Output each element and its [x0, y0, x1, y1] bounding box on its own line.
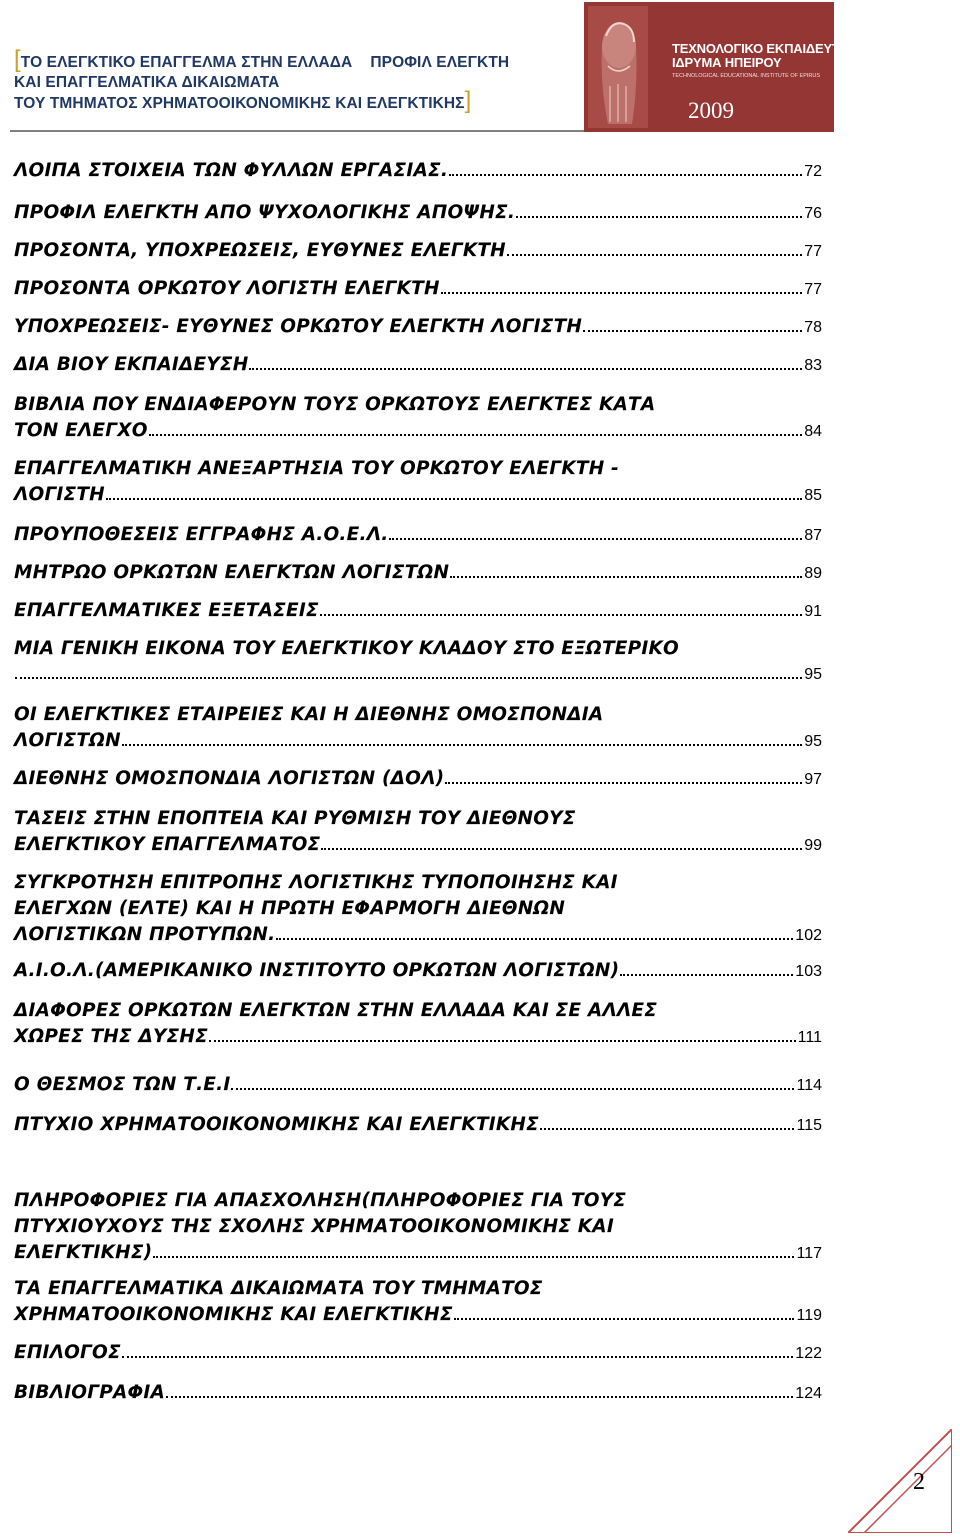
- toc-entry[interactable]: [14, 158, 822, 185]
- toc-leader-dots: [454, 1318, 795, 1320]
- toc-leader-dots: [516, 216, 802, 218]
- logo-title-line-1: ΤΕΧΝΟΛΟΓΙΚΟ ΕΚΠΑΙΔΕΥΤΙΚΟ: [672, 41, 862, 56]
- toc-entry-title: ΥΠΟΧΡΕΩΣΕΙΣ- ΕΥΘΥΝΕΣ ΟΡΚΩΤΟΥ ΕΛΕΓΚΤΗ ΛΟΓΙΣΤΗ: [14, 316, 583, 337]
- page-corner-icon: [848, 1429, 952, 1533]
- toc-page-number: 77: [804, 281, 822, 298]
- toc-entry[interactable]: [14, 870, 822, 949]
- header-line-1: [14, 46, 510, 73]
- toc-page-number: 87: [804, 527, 822, 544]
- toc-page-number: 124: [795, 1385, 822, 1402]
- toc-entry[interactable]: [14, 314, 822, 341]
- toc-leader-dots: [166, 1396, 793, 1398]
- toc-entry-title: Α.Ι.Ο.Λ.(ΑΜΕΡΙΚΑΝΙΚΟ ΙΝΣΤΙΤΟΥΤΟ ΟΡΚΩΤΩΝ ΛΟΓΙΣΤΩΝ): [14, 960, 620, 981]
- toc-entry-title: ΟΙ ΕΛΕΓΚΤΙΚΕΣ ΕΤΑΙΡΕΙΕΣ ΚΑΙ Η ΔΙΕΘΝΗΣ ΟΜΟΣΠΟΝΔΙΑ: [14, 704, 604, 725]
- toc-leader-dots: [149, 434, 803, 436]
- toc-page-number: 122: [795, 1345, 822, 1362]
- toc-page-number: 95: [804, 666, 822, 683]
- toc-page-number: 76: [804, 205, 822, 222]
- toc-leader-dots: [122, 744, 802, 746]
- toc-entry-title: ΠΡΟΦΙΛ ΕΛΕΓΚΤΗ ΑΠΟ ΨΥΧΟΛΟΓΙΚΗΣ ΑΠΟΨΗΣ.: [14, 202, 516, 223]
- toc-entry[interactable]: [14, 702, 822, 755]
- toc-entry[interactable]: [14, 1072, 822, 1099]
- toc-leader-dots: [276, 938, 793, 940]
- toc-leader-dots: [321, 848, 802, 850]
- toc-entry-title: ΠΡΟΣΟΝΤΑ, ΥΠΟΧΡΕΩΣΕΙΣ, ΕΥΘΥΝΕΣ ΕΛΕΓΚΤΗ: [14, 240, 506, 261]
- toc-leader-dots: [15, 677, 802, 679]
- toc-page-number: 115: [796, 1117, 822, 1134]
- toc-leader-dots: [620, 974, 793, 976]
- toc-page-number: 89: [804, 565, 822, 582]
- toc-leader-dots: [320, 614, 802, 616]
- toc-entry-title: ΜΗΤΡΩΟ ΟΡΚΩΤΩΝ ΕΛΕΓΚΤΩΝ ΛΟΓΙΣΤΩΝ: [14, 562, 450, 583]
- toc-entry[interactable]: [14, 598, 822, 625]
- header-bracket-close: ]: [464, 87, 472, 114]
- toc-entry-title: ΛΟΙΠΑ ΣΤΟΙΧΕΙΑ ΤΩΝ ΦΥΛΛΩΝ ΕΡΓΑΣΙΑΣ.: [14, 160, 449, 181]
- toc-entry[interactable]: [14, 352, 822, 379]
- header-title-c: ΤΟΥ ΤΜΗΜΑΤΟΣ ΧΡΗΜΑΤΟΟΙΚΟΝΟΜΙΚΗΣ ΚΑΙ ΕΛΕΓΚΤΙΚΗΣ: [14, 95, 465, 112]
- institution-logo: [584, 2, 862, 132]
- toc-entry-title: ΕΛΕΓΚΤΙΚΗΣ): [14, 1242, 153, 1263]
- toc-leader-dots: [153, 1256, 794, 1258]
- toc-leader-dots: [106, 498, 802, 500]
- toc-entry-title: ΛΟΓΙΣΤΩΝ: [14, 730, 121, 751]
- toc-page-number: 99: [804, 837, 822, 854]
- toc-entry[interactable]: [14, 1188, 822, 1267]
- toc-page-number: 97: [804, 771, 822, 788]
- toc-entry[interactable]: [14, 958, 822, 985]
- toc-page-number: 102: [795, 927, 822, 944]
- toc-page-number: 91: [804, 603, 822, 620]
- toc-page-number: 83: [804, 357, 822, 374]
- toc-leader-dots: [209, 1040, 796, 1042]
- toc-page-number: 84: [804, 423, 822, 440]
- toc-leader-dots: [583, 330, 802, 332]
- toc-entry[interactable]: [14, 1340, 822, 1367]
- toc-entry-title: ΕΠΑΓΓΕΛΜΑΤΙΚΗ ΑΝΕΞΑΡΤΗΣΙΑ ΤΟΥ ΟΡΚΩΤΟΥ ΕΛΕΓΚΤΗ -: [14, 458, 619, 479]
- toc-entry-title: ΠΡΟΥΠΟΘΕΣΕΙΣ ΕΓΓΡΑΦΗΣ Α.Ο.Ε.Λ.: [14, 524, 389, 545]
- emblem-icon: [588, 6, 648, 128]
- toc-entry[interactable]: [14, 522, 822, 549]
- toc-entry[interactable]: [14, 200, 822, 227]
- header-title: [14, 46, 510, 114]
- toc-entry-title: ΣΥΓΚΡΟΤΗΣΗ ΕΠΙΤΡΟΠΗΣ ΛΟΓΙΣΤΙΚΗΣ ΤΥΠΟΠΟΙΗΣΗΣ ΚΑΙ: [14, 872, 618, 893]
- toc-entry-title: ΒΙΒΛΙΟΓΡΑΦΙΑ: [14, 1382, 166, 1403]
- toc-entry-title: ΛΟΓΙΣΤΙΚΩΝ ΠΡΟΤΥΠΩΝ.: [14, 924, 276, 945]
- page-number: 2: [913, 1469, 925, 1495]
- toc-leader-dots: [231, 1088, 794, 1090]
- toc-entry-title: ΛΟΓΙΣΤΗ: [14, 484, 105, 505]
- toc-page-number: 111: [797, 1029, 822, 1046]
- toc-entry[interactable]: [14, 1276, 822, 1329]
- toc-page-number: 103: [795, 963, 822, 980]
- toc-entry[interactable]: [14, 998, 822, 1051]
- toc-page-number: 85: [804, 487, 822, 504]
- toc-entry[interactable]: [14, 392, 822, 445]
- toc-page-number: 95: [804, 733, 822, 750]
- toc-entry[interactable]: [14, 560, 822, 587]
- header-title-b: ΠΡΟΦΙΛ ΕΛΕΓΚΤΗ: [370, 54, 510, 71]
- page-header: [0, 0, 960, 134]
- header-line-2: ΚΑΙ ΕΠΑΓΓΕΛΜΑΤΙΚΑ ΔΙΚΑΙΩΜΑΤΑ: [14, 74, 280, 91]
- toc-entry[interactable]: [14, 806, 822, 859]
- toc-entry-title: ΜΙΑ ΓΕΝΙΚΗ ΕΙΚΟΝΑ ΤΟΥ ΕΛΕΓΚΤΙΚΟΥ ΚΛΑΔΟΥ ΣΤΟ ΕΞΩΤΕΡΙΚΟ: [14, 638, 679, 659]
- header-bracket-open: [: [14, 46, 21, 73]
- toc-entry-title: ΒΙΒΛΙΑ ΠΟΥ ΕΝΔΙΑΦΕΡΟΥΝ ΤΟΥΣ ΟΡΚΩΤΟΥΣ ΕΛΕΓΚΤΕΣ ΚΑΤΑ: [14, 394, 656, 415]
- toc-entry-title: ΕΛΕΓΧΩΝ (ΕΛΤΕ) ΚΑΙ Η ΠΡΩΤΗ ΕΦΑΡΜΟΓΗ ΔΙΕΘΝΩΝ: [14, 898, 566, 919]
- toc-leader-dots: [122, 1356, 793, 1358]
- toc-leader-dots: [389, 538, 802, 540]
- toc-page-number: 117: [796, 1245, 822, 1262]
- toc-entry-title: ΤΑΣΕΙΣ ΣΤΗΝ ΕΠΟΠΤΕΙΑ ΚΑΙ ΡΥΘΜΙΣΗ ΤΟΥ ΔΙΕΘΝΟΥΣ: [14, 808, 576, 829]
- toc-entry[interactable]: [14, 456, 822, 509]
- toc-entry-title: ΧΩΡΕΣ ΤΗΣ ΔΥΣΗΣ: [14, 1026, 208, 1047]
- toc-page-number: 77: [804, 243, 822, 260]
- toc-entry-title: Ο ΘΕΣΜΟΣ ΤΩΝ Τ.Ε.Ι: [14, 1074, 231, 1095]
- toc-page-number: 119: [796, 1307, 822, 1324]
- toc-entry-title: ΧΡΗΜΑΤΟΟΙΚΟΝΟΜΙΚΗΣ ΚΑΙ ΕΛΕΓΚΤΙΚΗΣ: [14, 1304, 453, 1325]
- toc-entry-title: ΔΙΑΦΟΡΕΣ ΟΡΚΩΤΩΝ ΕΛΕΓΚΤΩΝ ΣΤΗΝ ΕΛΛΑΔΑ ΚΑΙ ΣΕ ΑΛΛΕΣ: [14, 1000, 658, 1021]
- toc-entry-title: ΠΛΗΡΟΦΟΡΙΕΣ ΓΙΑ ΑΠΑΣΧΟΛΗΣΗ(ΠΛΗΡΟΦΟΡΙΕΣ ΓΙΑ ΤΟΥΣ: [14, 1190, 627, 1211]
- toc-entry[interactable]: [14, 238, 822, 265]
- toc-page-number: 114: [796, 1077, 822, 1094]
- header-rule: [10, 130, 584, 132]
- toc-leader-dots: [441, 292, 803, 294]
- toc-entry-title: ΤΑ ΕΠΑΓΓΕΛΜΑΤΙΚΑ ΔΙΚΑΙΩΜΑΤΑ ΤΟΥ ΤΜΗΜΑΤΟΣ: [14, 1278, 543, 1299]
- toc-entry-title: ΔΙΕΘΝΗΣ ΟΜΟΣΠΟΝΔΙΑ ΛΟΓΙΣΤΩΝ (ΔΟΛ): [14, 768, 445, 789]
- logo-title-line-2: ΙΔΡΥΜΑ ΗΠΕΙΡΟΥ: [672, 55, 782, 70]
- toc-leader-dots: [507, 254, 802, 256]
- toc-page-number: 72: [804, 163, 822, 180]
- toc-entry[interactable]: [14, 1112, 822, 1139]
- toc-entry-title: ΤΟΝ ΕΛΕΓΧΟ: [14, 420, 148, 441]
- toc-leader-dots: [249, 368, 802, 370]
- logo-title: [672, 41, 862, 70]
- toc-entry[interactable]: [14, 276, 822, 303]
- toc-entry-title: ΔΙΑ ΒΙΟΥ ΕΚΠΑΙΔΕΥΣΗ: [14, 354, 249, 375]
- toc-leader-dots: [445, 782, 802, 784]
- toc-entry-title: ΠΡΟΣΟΝΤΑ ΟΡΚΩΤΟΥ ΛΟΓΙΣΤΗ ΕΛΕΓΚΤΗ: [14, 278, 440, 299]
- toc-entry[interactable]: [14, 766, 822, 793]
- toc-leader-dots: [449, 174, 802, 176]
- toc-entry-title: ΠΤΥΧΙΟ ΧΡΗΜΑΤΟΟΙΚΟΝΟΜΙΚΗΣ ΚΑΙ ΕΛΕΓΚΤΙΚΗΣ: [14, 1114, 539, 1135]
- logo-subtitle: TECHNOLOGICAL EDUCATIONAL INSTITUTE OF EPIRUS: [672, 73, 821, 79]
- toc-entry-title: ΕΠΑΓΓΕΛΜΑΤΙΚΕΣ ΕΞΕΤΑΣΕΙΣ: [14, 600, 319, 621]
- toc-leader-dots: [450, 576, 802, 578]
- header-title-a: ΤΟ ΕΛΕΓΚΤΙΚΟ ΕΠΑΓΓΕΛΜΑ ΣΤΗΝ ΕΛΛΑΔΑ: [20, 54, 353, 71]
- toc-entry-title: ΠΤΥΧΙΟΥΧΟΥΣ ΤΗΣ ΣΧΟΛΗΣ ΧΡΗΜΑΤΟΟΙΚΟΝΟΜΙΚΗΣ ΚΑΙ: [14, 1216, 614, 1237]
- toc-leader-dots: [540, 1128, 795, 1130]
- header-line-3: [14, 87, 509, 114]
- toc-entry-title: ΕΠΙΛΟΓΟΣ: [14, 1342, 121, 1363]
- toc-entry[interactable]: [14, 636, 822, 688]
- page-number-corner: [848, 1429, 952, 1533]
- toc-page-number: 78: [804, 319, 822, 336]
- toc-entry-title: ΕΛΕΓΚΤΙΚΟΥ ΕΠΑΓΓΕΛΜΑΤΟΣ: [14, 834, 321, 855]
- logo-year: 2009: [688, 98, 734, 123]
- toc-entry[interactable]: [14, 1380, 822, 1407]
